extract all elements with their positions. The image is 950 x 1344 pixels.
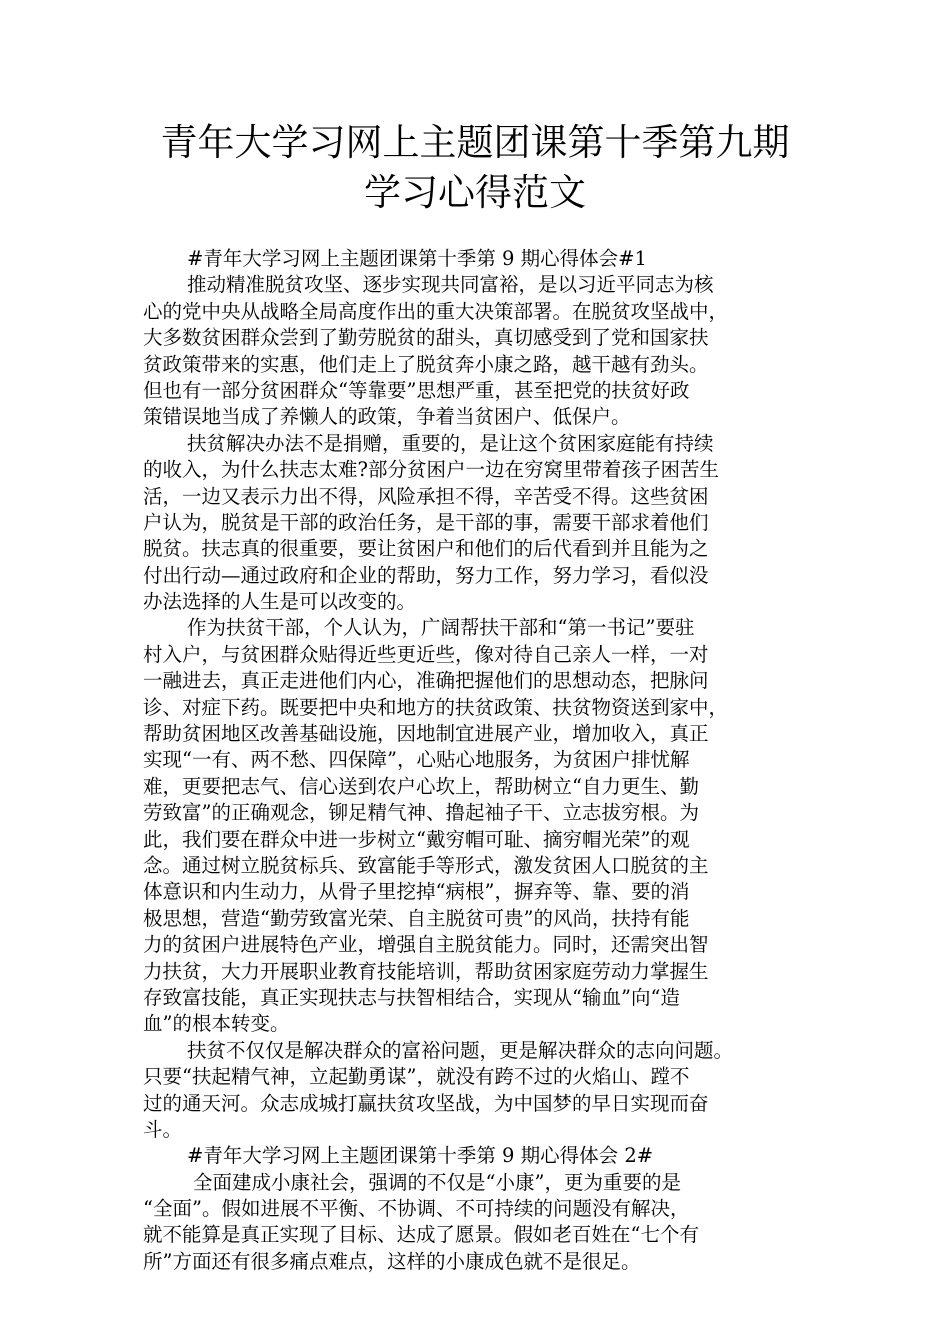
text-line: 血”的根本转变。 xyxy=(143,1012,290,1036)
text-line: 诊、对症下药。既要把中央和地方的扶贫政策、扶贫物资送到家中， xyxy=(143,695,729,719)
document-body xyxy=(143,246,823,1275)
text-line: 脱贫。扶志真的很重要，要让贫困户和他们的后代看到并且能为之 xyxy=(143,537,709,561)
text-line: 此，我们要在群众中进一步树立“戴穷帽可耻、摘穷帽光荣”的观 xyxy=(143,827,690,851)
text-line: 大多数贫困群众尝到了勤劳脱贫的甜头，真切感受到了党和国家扶 xyxy=(143,326,709,350)
text-line: 实现“一有、两不愁、四保障”，心贴心地服务，为贫困户排忧解 xyxy=(143,748,690,772)
text-line: 力的贫困户进展特色产业，增强自主脱贫能力。同时，还需突出智 xyxy=(143,933,709,957)
text-line: 所”方面还有很多痛点难点，这样的小康成色就不是很足。 xyxy=(143,1249,641,1273)
paragraph xyxy=(143,1038,823,1144)
paragraph xyxy=(143,272,823,430)
text-line: 劳致富”的正确观念，铆足精气神、撸起袖子干、立志拔穷根。为 xyxy=(143,801,699,825)
text-line: #青年大学习网上主题团课第十季第 9 期心得体会 2# xyxy=(187,1144,654,1168)
text-line: 扶贫不仅仅是解决群众的富裕问题，更是解决群众的志向问题。 xyxy=(187,1038,734,1062)
text-line: 村入户，与贫困群众贴得近些更近些，像对待自己亲人一样，一对 xyxy=(143,642,709,666)
paragraph xyxy=(143,431,823,616)
paragraph xyxy=(143,615,823,1037)
text-line: 帮助贫困地区改善基础设施，因地制宜进展产业，增加收入，真正 xyxy=(143,722,709,746)
text-line: 策错误地当成了养懒人的政策，争着当贫困户、低保户。 xyxy=(143,405,631,429)
text-line: 过的通天河。众志成城打赢扶贫攻坚战，为中国梦的早日实现而奋 xyxy=(143,1091,709,1115)
text-line: 存致富技能，真正实现扶志与扶智相结合，实现从“输血”向“造 xyxy=(143,985,680,1009)
text-line: 念。通过树立脱贫标兵、致富能手等形式，激发贫困人口脱贫的主 xyxy=(143,853,709,877)
text-line: “全面”。假如进展不平衡、不协调、不可持续的问题没有解决， xyxy=(143,1197,690,1221)
text-line: 力扶贫，大力开展职业教育技能培训，帮助贫困家庭劳动力掌握生 xyxy=(143,959,709,983)
text-line: 但也有一部分贫困群众“等靠要”思想严重，甚至把党的扶贫好政 xyxy=(143,378,690,402)
text-line: 只要“扶起精气神，立起勤勇谋”，就没有跨不过的火焰山、蹚不 xyxy=(143,1065,690,1089)
text-line: 一融进去，真正走进他们内心，准确把握他们的思想动态，把脉问 xyxy=(143,669,709,693)
text-line: 全面建成小康社会，强调的不仅是“小康”，更为重要的是 xyxy=(193,1170,681,1194)
paragraph xyxy=(143,246,823,272)
text-line: 作为扶贫干部，个人认为，广阔帮扶干部和“第一书记”要驻 xyxy=(187,616,695,640)
text-line: 难，更要把志气、信心送到农户心坎上，帮助树立“自力更生、勤 xyxy=(143,774,699,798)
text-line: 心的党中央从战略全局高度作出的重大决策部署。在脱贫攻坚战中， xyxy=(143,299,729,323)
text-line: 推动精准脱贫攻坚、逐步实现共同富裕，是以习近平同志为核 xyxy=(187,273,714,297)
title-line-1: 青年大学习网上主题团课第十季第九期 xyxy=(160,121,790,164)
paragraph xyxy=(143,1143,823,1169)
text-line: 付出行动—通过政府和企业的帮助，努力工作，努力学习，看似没 xyxy=(143,563,709,587)
text-line: 就不能算是真正实现了目标、达成了愿景。假如老百姓在“七个有 xyxy=(143,1223,699,1247)
text-line: 办法选择的人生是可以改变的。 xyxy=(143,590,417,614)
text-line: 扶贫解决办法不是捐赠，重要的，是让这个贫困家庭能有持续 xyxy=(187,431,714,455)
text-line: 体意识和内生动力，从骨子里挖掉“病根”，摒弃等、靠、要的消 xyxy=(143,880,690,904)
text-line: 户认为，脱贫是干部的政治任务，是干部的事，需要干部求着他们 xyxy=(143,510,709,534)
text-line: 贫政策带来的实惠，他们走上了脱贫奔小康之路，越干越有劲头。 xyxy=(143,352,709,376)
text-line: 斗。 xyxy=(143,1117,183,1141)
text-line: #青年大学习网上主题团课第十季第 9 期心得体会#1 xyxy=(187,247,647,270)
text-line: 的收入，为什么扶志太难?部分贫困户一边在穷窝里带着孩子困苦生 xyxy=(143,458,719,482)
text-line: 活，一边又表示力出不得，风险承担不得，辛苦受不得。这些贫困 xyxy=(143,484,709,508)
paragraph xyxy=(143,1170,823,1276)
title-line-2: 学习心得范文 xyxy=(364,171,586,214)
document-title xyxy=(120,118,830,218)
text-line: 极思想，营造“勤劳致富光荣、自主脱贫可贵”的风尚，扶持有能 xyxy=(143,906,690,930)
